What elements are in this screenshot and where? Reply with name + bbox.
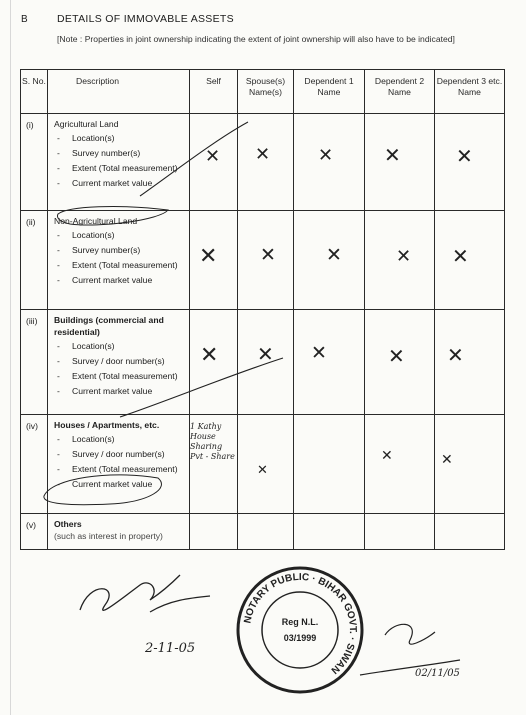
row-description xyxy=(48,114,190,211)
header-dependent-2: Dependent 2 Name xyxy=(365,70,435,114)
list-item: - Survey / door number(s) xyxy=(54,449,189,459)
row-sno: (ii) xyxy=(21,211,48,310)
header-row xyxy=(21,70,505,114)
row-sno: (i) xyxy=(21,114,48,211)
row-description xyxy=(48,211,190,310)
cross-mark: ✕ xyxy=(381,448,393,464)
cross-mark: ✕ xyxy=(200,343,219,368)
list-item: - Survey number(s) xyxy=(54,148,189,158)
cross-mark: ✕ xyxy=(205,146,221,167)
stamp-reg-number: 03/1999 xyxy=(283,633,317,643)
notary-stamp xyxy=(235,565,365,695)
list-item: - Location(s) xyxy=(54,133,189,143)
row-sno: (iv) xyxy=(21,415,48,514)
cross-mark: ✕ xyxy=(441,452,453,468)
list-item: - Survey number(s) xyxy=(54,245,189,255)
row-subtext: (such as interest in property) xyxy=(54,531,163,541)
list-item: - Extent (Total measurement) xyxy=(54,464,189,474)
right-signature-date: 02/11/05 xyxy=(415,668,460,679)
list-item: - Extent (Total measurement) xyxy=(54,371,189,381)
list-item: - Survey / door number(s) xyxy=(54,356,189,366)
list-item: - Location(s) xyxy=(54,434,189,444)
page-edge xyxy=(10,0,11,715)
row-description xyxy=(48,415,190,514)
cross-mark: ✕ xyxy=(260,244,276,266)
header-sno: S. No. xyxy=(21,70,48,114)
list-item: - Current market value xyxy=(54,275,189,285)
header-dependent-3: Dependent 3 etc. Name xyxy=(435,70,505,114)
header-dependent-1: Dependent 1 Name xyxy=(294,70,365,114)
list-item: - Current market value xyxy=(54,479,189,489)
cross-mark: ✕ xyxy=(257,342,274,366)
stamp-ring-text: NOTARY PUBLIC · BIHAR GOVT. · SIWAN xyxy=(242,571,359,676)
cross-mark: ✕ xyxy=(326,244,342,266)
cross-mark: ✕ xyxy=(388,344,405,368)
cross-mark: ✕ xyxy=(447,343,464,367)
row-category: Houses / Apartments, etc. xyxy=(54,420,160,430)
list-item: - Extent (Total measurement) xyxy=(54,260,189,270)
row-category: Buildings (commercial and residential) xyxy=(54,315,164,337)
cross-mark: ✕ xyxy=(456,144,473,168)
cross-mark: ✕ xyxy=(199,244,218,269)
row-description xyxy=(48,310,190,415)
cross-mark: ✕ xyxy=(311,342,327,364)
cross-mark: ✕ xyxy=(255,144,271,165)
cross-mark: ✕ xyxy=(396,246,412,267)
header-spouse: Spouse(s) Name(s) xyxy=(238,70,294,114)
header-description: Description xyxy=(48,70,190,114)
list-item: - Location(s) xyxy=(54,230,189,240)
row-category: Others xyxy=(54,519,82,529)
cross-mark: ✕ xyxy=(384,143,401,167)
cross-mark: ✕ xyxy=(452,244,469,268)
list-item: - Current market value xyxy=(54,178,189,188)
list-item: - Extent (Total measurement) xyxy=(54,163,189,173)
row-sno: (v) xyxy=(21,514,48,550)
cross-mark: ✕ xyxy=(257,463,268,478)
cross-mark: ✕ xyxy=(318,145,334,166)
stamp-reg-line: Reg N.L. xyxy=(281,617,319,627)
handwritten-annotation: 1 Kathy House Sharing Pvt - Share xyxy=(190,422,235,461)
section-note: [Note : Properties in joint ownership indicating the extent of joint ownership will also have to be indicated] xyxy=(57,34,455,44)
row-category: Agricultural Land xyxy=(54,119,119,129)
section-title: DETAILS OF IMMOVABLE ASSETS xyxy=(57,13,234,25)
list-item: - Location(s) xyxy=(54,341,189,351)
table-row xyxy=(21,514,505,550)
left-signature-date: 2-11-05 xyxy=(145,641,196,656)
section-letter: B xyxy=(21,14,28,25)
row-description xyxy=(48,514,190,550)
row-category: Non-Agricultural Land xyxy=(54,216,138,226)
list-item: - Current market value xyxy=(54,386,189,396)
header-self: Self xyxy=(190,70,238,114)
row-sno: (iii) xyxy=(21,310,48,415)
